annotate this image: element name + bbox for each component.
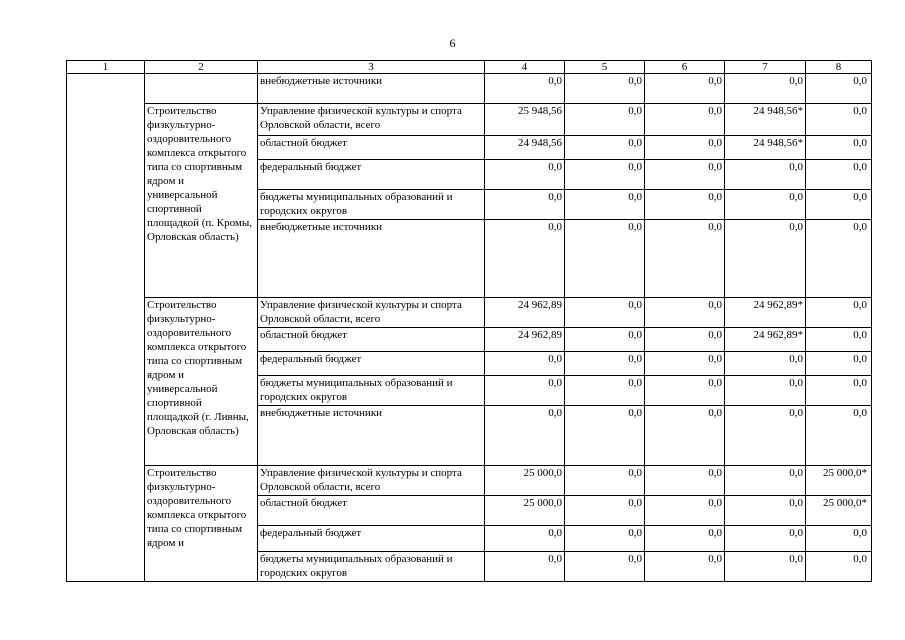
value-cell: 24 962,89	[485, 328, 565, 352]
funding-source-cell: Управление физической культуры и спорта Орловской области, всего	[258, 466, 485, 496]
value-cell: 0,0	[806, 220, 872, 298]
value-cell: 0,0	[725, 496, 806, 526]
object-cell-continued	[145, 74, 258, 104]
value-cell: 0,0	[565, 104, 645, 136]
value-cell: 0,0	[565, 552, 645, 582]
funding-source-cell: внебюджетные источники	[258, 406, 485, 466]
value-cell: 0,0	[485, 220, 565, 298]
value-cell: 0,0	[565, 352, 645, 376]
value-cell: 0,0	[485, 352, 565, 376]
value-cell: 24 962,89	[485, 298, 565, 328]
funding-source-cell: бюджеты муниципальных образований и городских округов	[258, 376, 485, 406]
funding-source-cell: федеральный бюджет	[258, 526, 485, 552]
value-cell: 0,0	[725, 74, 806, 104]
value-cell: 0,0	[565, 298, 645, 328]
value-cell: 0,0	[806, 190, 872, 220]
funding-source-cell: внебюджетные источники	[258, 220, 485, 298]
value-cell: 0,0	[645, 552, 725, 582]
value-cell: 25 948,56	[485, 104, 565, 136]
value-cell: 0,0	[806, 328, 872, 352]
value-cell: 0,0	[565, 190, 645, 220]
value-cell: 0,0	[485, 160, 565, 190]
table-row	[67, 466, 872, 496]
column-header: 2	[145, 61, 258, 74]
funding-source-cell: федеральный бюджет	[258, 352, 485, 376]
value-cell: 25 000,0	[485, 466, 565, 496]
column-header: 1	[67, 61, 145, 74]
value-cell: 0,0	[645, 136, 725, 160]
value-cell: 0,0	[565, 160, 645, 190]
value-cell: 0,0	[565, 74, 645, 104]
value-cell: 0,0	[645, 190, 725, 220]
value-cell: 0,0	[645, 466, 725, 496]
column-header: 6	[645, 61, 725, 74]
table-body	[67, 61, 872, 582]
value-cell: 0,0	[565, 466, 645, 496]
value-cell: 24 948,56	[485, 136, 565, 160]
value-cell: 0,0	[645, 496, 725, 526]
column-header: 3	[258, 61, 485, 74]
column-1-cell	[67, 74, 145, 582]
value-cell: 0,0	[725, 406, 806, 466]
value-cell: 0,0	[806, 136, 872, 160]
funding-source-cell: бюджеты муниципальных образований и городских округов	[258, 190, 485, 220]
funding-source-cell: областной бюджет	[258, 496, 485, 526]
header-row	[67, 61, 872, 74]
column-header: 8	[806, 61, 872, 74]
object-name-cell: Строительство физкультурно-оздоровительного комплекса открытого типа со спортивным ядром и универсальной спортивной площадкой (г. Ливны, Орловская область)	[145, 298, 258, 466]
value-cell: 0,0	[485, 406, 565, 466]
funding-source-cell: бюджеты муниципальных образований и городских округов	[258, 552, 485, 582]
value-cell: 0,0	[645, 104, 725, 136]
value-cell: 0,0	[645, 406, 725, 466]
value-cell: 0,0	[485, 552, 565, 582]
table-row	[67, 104, 872, 136]
value-cell: 0,0	[485, 376, 565, 406]
value-cell: 0,0	[725, 552, 806, 582]
value-cell: 0,0	[645, 352, 725, 376]
object-name-cell: Строительство физкультурно-оздоровительного комплекса открытого типа со спортивным ядром и	[145, 466, 258, 582]
value-cell: 0,0	[565, 136, 645, 160]
value-cell: 0,0	[645, 328, 725, 352]
value-cell: 0,0	[645, 526, 725, 552]
value-cell: 0,0	[645, 220, 725, 298]
funding-table	[66, 60, 872, 582]
funding-source-cell: Управление физической культуры и спорта Орловской области, всего	[258, 104, 485, 136]
value-cell: 24 962,89*	[725, 328, 806, 352]
value-cell: 0,0	[645, 74, 725, 104]
value-cell: 0,0	[565, 328, 645, 352]
column-header: 5	[565, 61, 645, 74]
column-header: 4	[485, 61, 565, 74]
value-cell: 0,0	[565, 406, 645, 466]
value-cell: 0,0	[806, 298, 872, 328]
value-cell: 0,0	[485, 526, 565, 552]
value-cell: 25 000,0*	[806, 466, 872, 496]
value-cell: 24 948,56*	[725, 104, 806, 136]
value-cell: 24 948,56*	[725, 136, 806, 160]
value-cell: 0,0	[806, 352, 872, 376]
value-cell: 0,0	[645, 376, 725, 406]
value-cell: 0,0	[565, 220, 645, 298]
value-cell: 0,0	[725, 466, 806, 496]
page-number: 6	[449, 36, 456, 50]
value-cell: 0,0	[806, 160, 872, 190]
value-cell: 0,0	[806, 552, 872, 582]
value-cell: 0,0	[565, 376, 645, 406]
funding-source-cell: федеральный бюджет	[258, 160, 485, 190]
value-cell: 25 000,0	[485, 496, 565, 526]
value-cell: 0,0	[725, 190, 806, 220]
value-cell: 0,0	[565, 526, 645, 552]
funding-source-cell: внебюджетные источники	[258, 74, 485, 104]
value-cell: 0,0	[645, 160, 725, 190]
funding-source-cell: областной бюджет	[258, 328, 485, 352]
value-cell: 0,0	[806, 526, 872, 552]
table-row	[67, 298, 872, 328]
value-cell: 25 000,0*	[806, 496, 872, 526]
value-cell: 0,0	[725, 220, 806, 298]
table-row	[67, 74, 872, 104]
value-cell: 0,0	[485, 190, 565, 220]
value-cell: 0,0	[645, 298, 725, 328]
value-cell: 0,0	[565, 496, 645, 526]
value-cell: 0,0	[806, 104, 872, 136]
funding-source-cell: Управление физической культуры и спорта Орловской области, всего	[258, 298, 485, 328]
value-cell: 0,0	[806, 406, 872, 466]
funding-source-cell: областной бюджет	[258, 136, 485, 160]
value-cell: 0,0	[725, 526, 806, 552]
value-cell: 0,0	[806, 376, 872, 406]
value-cell: 0,0	[725, 352, 806, 376]
value-cell: 0,0	[725, 376, 806, 406]
value-cell: 0,0	[806, 74, 872, 104]
value-cell: 24 962,89*	[725, 298, 806, 328]
object-name-cell: Строительство физкультурно-оздоровительного комплекса открытого типа со спортивным ядром и универсальной спортивной площадкой (п. Кромы, Орловская область)	[145, 104, 258, 298]
value-cell: 0,0	[725, 160, 806, 190]
value-cell: 0,0	[485, 74, 565, 104]
column-header: 7	[725, 61, 806, 74]
